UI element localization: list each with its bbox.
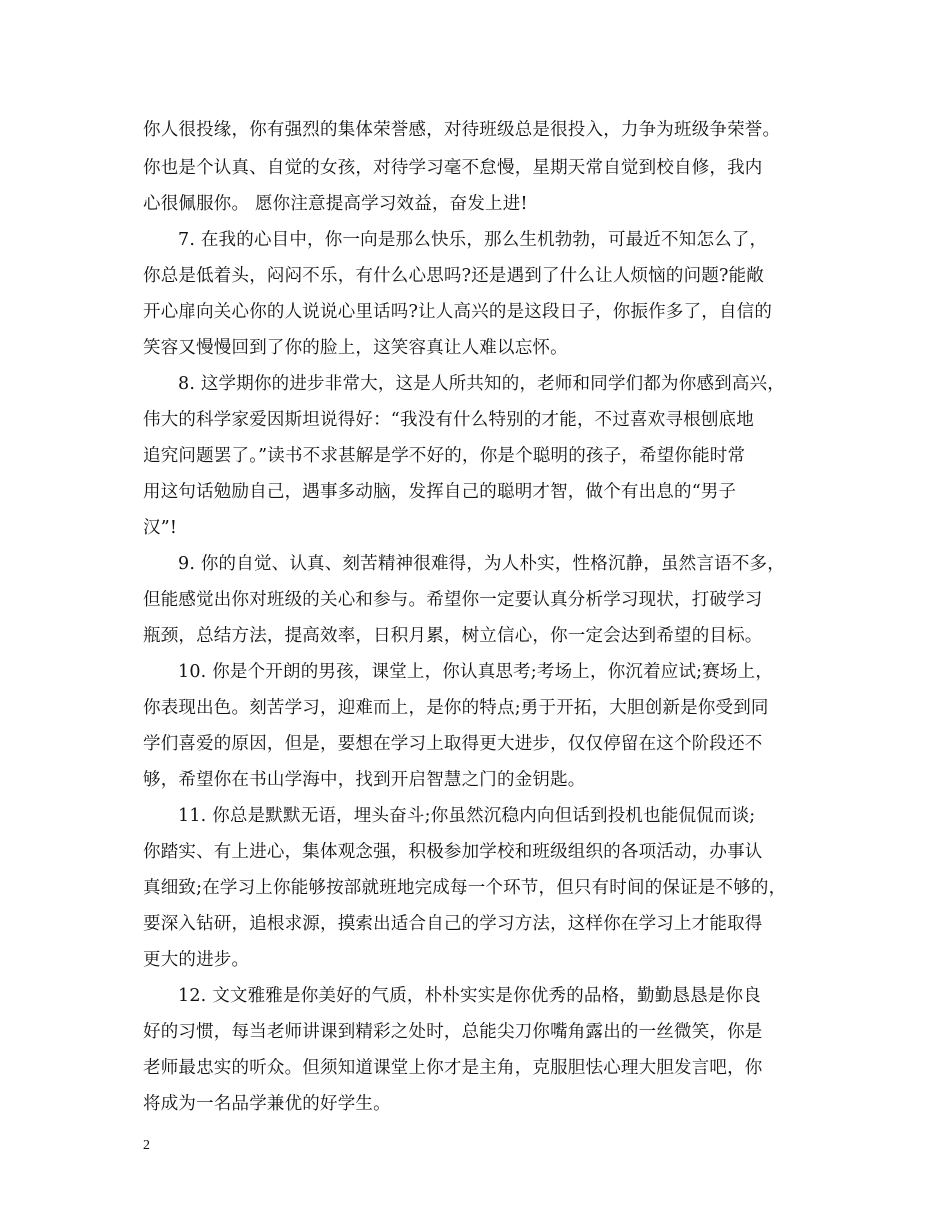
page-number: 2 xyxy=(143,1138,150,1153)
text-line: 汉”! xyxy=(143,518,178,538)
text-line: 笑容又慢慢回到了你的脸上，这笑容真让人难以忘怀。 xyxy=(143,338,568,358)
paragraph-7-first-line: 7. 在我的心目中，你一向是那么快乐，那么生机勃勃，可最近不知怎么了， xyxy=(178,230,768,250)
paragraph-9-first-line: 9. 你的自觉、认真、刻苦精神很难得，为人朴实，性格沉静，虽然言语不多， xyxy=(178,554,785,574)
text-line: 够，希望你在书山学海中，找到开启智慧之门的金钥匙。 xyxy=(143,770,586,790)
text-line: 你总是低着头，闷闷不乐，有什么心思吗?还是遇到了什么让人烦恼的问题?能敞 xyxy=(143,266,764,286)
text-line: 你表现出色。刻苦学习，迎难而上，是你的特点;勇于开拓，大胆创新是你受到同 xyxy=(143,698,769,718)
paragraph-12-first-line: 12. 文文雅雅是你美好的气质，朴朴实实是你优秀的品格，勤勤恳恳是你良 xyxy=(178,986,761,1006)
text-line: 老师最忠实的听众。但须知道课堂上你才是主角，克服胆怯心理大胆发言吧，你 xyxy=(143,1058,763,1078)
text-line: 你也是个认真、自觉的女孩，对待学习毫不怠慢，星期天常自觉到校自修，我内 xyxy=(143,158,763,178)
text-line: 更大的进步。 xyxy=(143,950,250,970)
text-line: 伟大的科学家爱因斯坦说得好：“我没有什么特别的才能，不过喜欢寻根刨底地 xyxy=(143,410,754,430)
text-line: 你人很投缘，你有强烈的集体荣誉感，对待班级总是很投入，力争为班级争荣誉。 xyxy=(143,120,781,140)
text-line: 真细致;在学习上你能够按部就班地完成每一个环节，但只有时间的保证是不够的， xyxy=(143,878,787,898)
text-line: 要深入钻研，追根求源，摸索出适合自己的学习方法，这样你在学习上才能取得 xyxy=(143,914,763,934)
text-line: 好的习惯，每当老师讲课到精彩之处时，总能尖刀你嘴角露出的一丝微笑，你是 xyxy=(143,1022,763,1042)
paragraph-11-first-line: 11. 你总是默默无语，埋头奋斗;你虽然沉稳内向但话到投机也能侃侃而谈; xyxy=(178,806,756,826)
text-line: 将成为一名品学兼优的好学生。 xyxy=(143,1094,391,1114)
text-line: 用这句话勉励自己，遇事多动脑，发挥自己的聪明才智，做个有出息的“男子 xyxy=(143,482,737,502)
text-line: 你踏实、有上进心，集体观念强，积极参加学校和班级组织的各项活动，办事认 xyxy=(143,842,763,862)
paragraph-8-first-line: 8. 这学期你的进步非常大，这是人所共知的，老师和同学们都为你感到高兴， xyxy=(178,374,785,394)
text-line: 开心扉向关心你的人说说心里话吗?让人高兴的是这段日子，你振作多了，自信的 xyxy=(143,302,773,322)
text-line: 学们喜爱的原因，但是，要想在学习上取得更大进步，仅仅停留在这个阶段还不 xyxy=(143,734,763,754)
text-line: 心很佩服你。 愿你注意提高学习效益，奋发上进! xyxy=(143,194,528,214)
text-line: 追究问题罢了。”读书不求甚解是学不好的，你是个聪明的孩子，希望你能时常 xyxy=(143,446,746,466)
paragraph-10-first-line: 10. 你是个开朗的男孩，课堂上，你认真思考;考场上，你沉着应试;赛场上， xyxy=(178,662,774,682)
text-line: 但能感觉出你对班级的关心和参与。希望你一定要认真分析学习现状，打破学习 xyxy=(143,590,763,610)
text-line: 瓶颈，总结方法，提高效率，日积月累，树立信心，你一定会达到希望的目标。 xyxy=(143,626,763,646)
